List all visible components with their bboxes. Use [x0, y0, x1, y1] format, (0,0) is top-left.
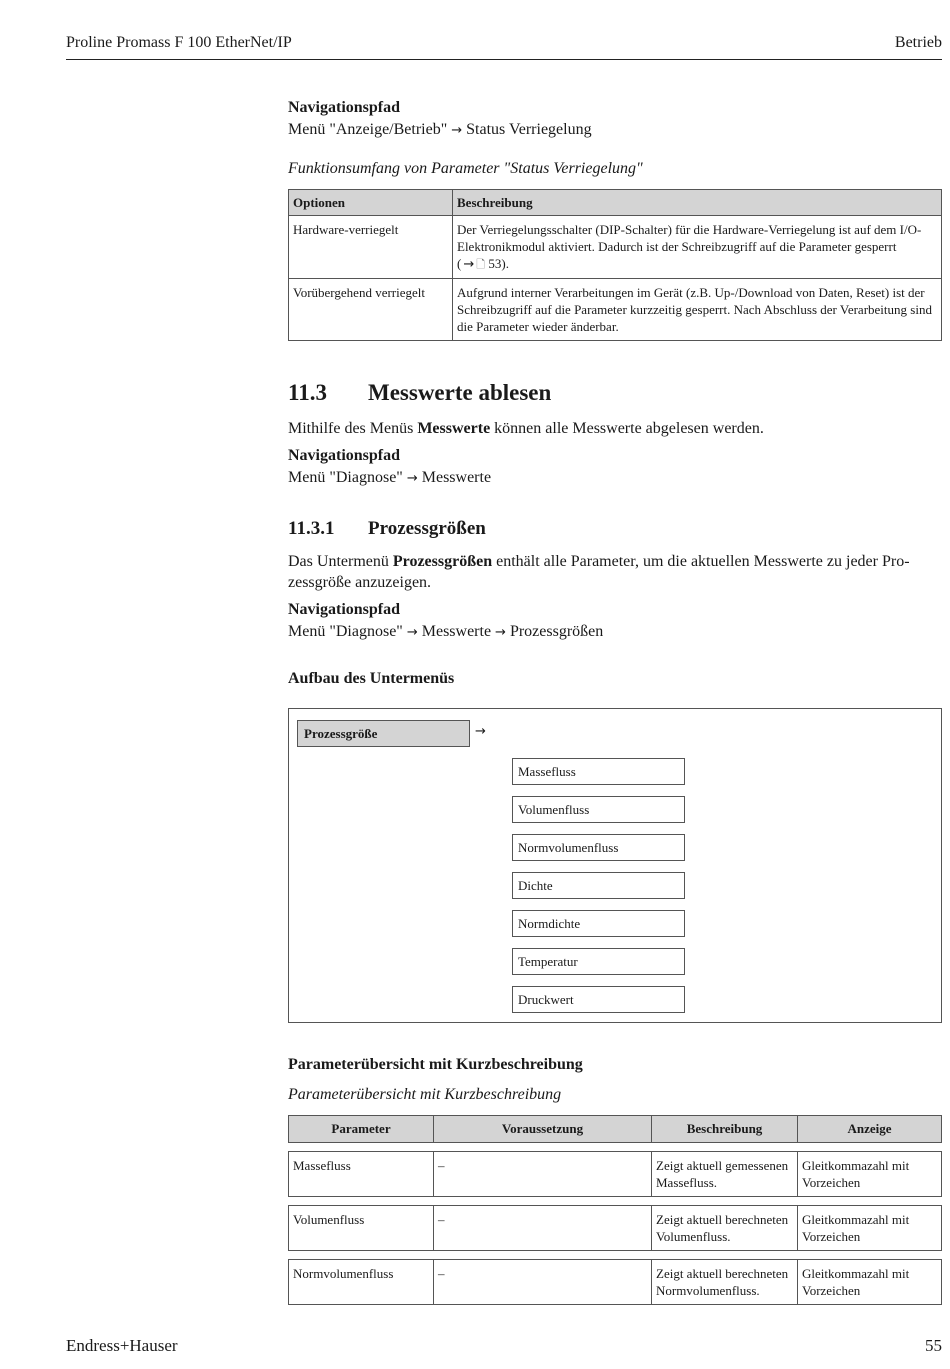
param-cell: Volumenfluss [289, 1206, 434, 1251]
submenu-item-box: Dichte [512, 872, 685, 899]
description-cell: Zeigt aktuell berechneten Volumenfluss. [652, 1206, 798, 1251]
display-cell: Gleitkommazahl mit Vorzeichen [798, 1206, 942, 1251]
arrow-right-icon: → [451, 123, 463, 138]
parameter-overview-table [288, 1115, 942, 1305]
submenu-item-box: Temperatur [512, 948, 685, 975]
description-cell: Zeigt aktuell gemessenen Massefluss. [652, 1152, 798, 1197]
page-ref-icon: 🗋 [476, 258, 486, 271]
table-header-cell: Beschreibung [453, 190, 942, 216]
submenu-item-box: Massefluss [512, 758, 685, 785]
header-chapter: Betrieb [894, 34, 942, 51]
option-cell: Hardware-verriegelt [289, 216, 453, 279]
table-header-row [289, 1116, 942, 1143]
table-row [289, 1152, 942, 1197]
table-header-cell: Parameter [289, 1116, 434, 1143]
section-title: Messwerte ablesen [368, 380, 552, 405]
display-cell: Gleitkommazahl mit Vorzeichen [798, 1260, 942, 1305]
nav-path-label: Navigationspfad [288, 99, 401, 116]
option-cell: Vorübergehend verriegelt [289, 279, 453, 341]
table-row [289, 279, 942, 341]
arrow-right-icon: → [475, 724, 486, 739]
page-number: 55 [925, 1336, 942, 1355]
nav-path-menu: Menü "Diagnose" [288, 469, 403, 486]
nav-path [288, 469, 491, 487]
section-number: 11.3 [288, 380, 327, 405]
page-header [66, 34, 942, 60]
requirement-cell: – [434, 1206, 652, 1251]
submenu-item-box: Volumenfluss [512, 796, 685, 823]
nav-path-target: Messwerte [421, 469, 492, 486]
nav-path-menu: Menü "Anzeige/Betrieb" [288, 121, 448, 138]
submenu-item-box: Normdichte [512, 910, 685, 937]
table-caption: Funktionsumfang von Parameter "Status Verriegelung" [288, 160, 643, 177]
nav-path-label: Navigationspfad [288, 447, 401, 464]
param-cell: Massefluss [289, 1152, 434, 1197]
subsection-number: 11.3.1 [288, 518, 335, 539]
nav-path-label: Navigationspfad [288, 601, 401, 618]
description-cell: Zeigt aktuell berechneten Normvolumenfluss. [652, 1260, 798, 1305]
subsection-title: Prozessgrößen [368, 518, 486, 539]
header-title: Proline Promass F 100 EtherNet/IP [66, 34, 292, 51]
table-header-cell: Optionen [289, 190, 453, 216]
arrow-right-icon: → [406, 471, 418, 486]
submenu-structure-diagram [288, 708, 942, 1023]
footer-brand: Endress+Hauser [66, 1336, 178, 1355]
description-cell: Aufgrund interner Verarbeitungen im Gerät (z.B. Up-/Download von Daten, Reset) ist der Schreibzugriff auf die Parameter kurzzeitig gesperrt. Nach Abschluss der Verarbeitung sind die Parameter wieder änderbar. [453, 279, 942, 341]
nav-path [288, 121, 592, 139]
section-heading [288, 380, 551, 406]
arrow-right-icon: → [406, 625, 418, 640]
section-intro: Mithilfe des Menüs Messwerte können alle Messwerte abgelesen werden. [288, 420, 764, 437]
submenu-root-box: Prozessgröße [297, 720, 470, 747]
submenu-item-box: Normvolumenfluss [512, 834, 685, 861]
arrow-right-icon: → [495, 625, 506, 640]
description-cell: Der Verriegelungsschalter (DIP-Schalter) für die Hardware-Verriegelung ist auf dem I/O-Elektronikmodul aktiviert. Dadurch ist der Schreibzugriff auf die Parameter gesperrt ( → 🗋 53). [453, 216, 942, 279]
table-header-cell: Anzeige [798, 1116, 942, 1143]
display-cell: Gleitkommazahl mit Vorzeichen [798, 1152, 942, 1197]
nav-path-target: Prozessgrößen [509, 623, 604, 640]
table-header-row [289, 190, 942, 216]
table-header-cell: Voraussetzung [434, 1116, 652, 1143]
param-cell: Normvolumenfluss [289, 1260, 434, 1305]
overview-heading: Parameterübersicht mit Kurzbeschreibung [288, 1056, 583, 1073]
nav-path [288, 623, 603, 641]
structure-heading: Aufbau des Untermenüs [288, 670, 455, 687]
subsection-heading [288, 518, 486, 540]
nav-path-menu: Menü "Diagnose" [288, 623, 403, 640]
submenu-item-box: Druckwert [512, 986, 685, 1013]
nav-path-mid: Messwerte [421, 623, 492, 640]
table-header-cell: Beschreibung [652, 1116, 798, 1143]
requirement-cell: – [434, 1260, 652, 1305]
table-row [289, 1206, 942, 1251]
lock-status-table [288, 189, 942, 341]
arrow-right-icon: → [463, 257, 475, 272]
table-row [289, 1260, 942, 1305]
table-row [289, 216, 942, 279]
requirement-cell: – [434, 1152, 652, 1197]
page-ref[interactable]: 53 [488, 256, 502, 271]
nav-path-target: Status Verriegelung [466, 121, 592, 138]
table-caption: Parameterübersicht mit Kurzbeschreibung [288, 1086, 562, 1103]
subsection-intro: Das Untermenü Prozessgrößen enthält alle Parameter, um die aktuellen Messwerte zu jeder Pro- zessgröße anzuzeigen. [288, 553, 910, 591]
